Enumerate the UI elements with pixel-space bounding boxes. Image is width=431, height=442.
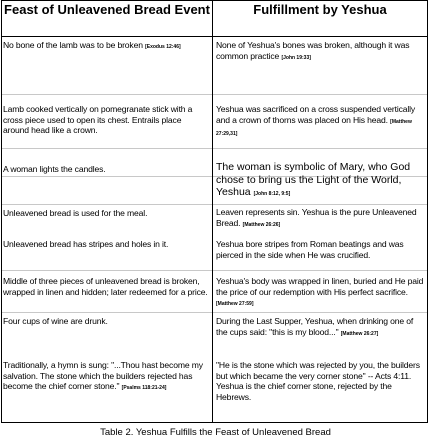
table-cell-event <box>3 360 209 394</box>
scripture-reference: [Psalms 118:21-24] <box>121 385 167 392</box>
event-text: Four cups of wine are drunk. <box>3 316 108 326</box>
row-separator <box>2 204 212 205</box>
fulfillment-text: Yeshua's body was wrapped in linen, buried and He paid the price of our redemption with His perfect sacrifice. <box>216 276 424 297</box>
event-text: Middle of three pieces of unleavened bread is broken, wrapped in linen and hidden; later redeemed for a price. <box>3 276 208 297</box>
scripture-reference: [Matthew 26:27] <box>340 330 379 337</box>
fulfillment-text: "He is the stone which was rejected by you, the builders but which became the very corner stone" -- Acts 4:11. Yeshua is the chief corner stone, rejected by the Hebrews. <box>216 360 420 402</box>
fulfillment-text: None of Yeshua's bones was broken, although it was common practice <box>216 40 410 61</box>
table-cell-event <box>3 208 209 221</box>
event-text: A woman lights the candles. <box>3 164 106 174</box>
scripture-reference: [John 19:33] <box>281 54 311 61</box>
event-text: Unleavened bread is used for the meal. <box>3 208 148 218</box>
table-cell-event <box>3 40 209 53</box>
table-cell-fulfillment <box>216 161 424 201</box>
row-separator <box>2 312 212 313</box>
event-text: No bone of the lamb was to be broken <box>3 40 143 50</box>
table-cell-event <box>3 164 209 177</box>
header-rule <box>1 36 428 37</box>
fulfillment-text: Yeshua bore stripes from Roman beatings and was pierced in the side when He was crucified. <box>216 239 404 260</box>
event-text: Lamb cooked vertically on pomegranate stick with a cross piece used to open its chest. Entrails place around head like a crown. <box>3 104 193 136</box>
table-cell-event <box>3 104 209 138</box>
table-cell-event <box>3 239 209 252</box>
table-caption: Table 2. Yeshua Fulfills the Feast of Unleavened Bread <box>100 427 331 438</box>
scripture-reference: [Exodus 12:46] <box>145 44 181 50</box>
table-cell-fulfillment <box>216 207 424 230</box>
table-cell-fulfillment <box>216 360 424 404</box>
table-cell-fulfillment <box>216 316 424 339</box>
row-separator <box>2 270 212 271</box>
table-cell-fulfillment <box>216 276 424 310</box>
header-fulfillment: Fulfillment by Yeshua <box>253 2 387 17</box>
event-text: Traditionally, a hymn is sung: "...Thou hast become my salvation. The stone which the builders rejected has become the chief corner stone." <box>3 360 203 392</box>
column-divider <box>212 0 213 423</box>
row-separator <box>2 94 212 95</box>
table-cell-event <box>3 276 209 299</box>
fulfillment-text: During the Last Supper, Yeshua, when drinking one of the cups said: "this is my blood..." <box>216 316 414 337</box>
row-separator <box>213 204 427 205</box>
row-separator <box>213 148 427 149</box>
event-text: Unleavened bread has stripes and holes in it. <box>3 239 169 249</box>
table-cell-fulfillment <box>216 104 424 140</box>
scripture-reference: [Matthew 27:59] <box>216 301 254 308</box>
row-separator <box>2 148 212 149</box>
table-cell-fulfillment <box>216 239 424 262</box>
fulfillment-text: The woman is symbolic of Mary, who God chose to bring us the Light of the World, Yeshua <box>216 161 411 199</box>
row-separator <box>213 270 427 271</box>
scripture-reference: [Matthew 26:26] <box>242 221 281 228</box>
fulfillment-text: Yeshua was sacrificed on a cross suspended vertically and a crown of thorns was placed on His head. <box>216 104 416 125</box>
fulfillment-text: Leaven represents sin. Yeshua is the pure Unleavened Bread. <box>216 207 417 228</box>
header-event: Feast of Unleavened Bread Event <box>4 2 210 17</box>
row-separator <box>213 312 427 313</box>
scripture-reference: [Matthew 27:29,31] <box>216 118 412 138</box>
scripture-reference: [John 8:12, 9:5] <box>253 191 291 198</box>
row-separator <box>213 94 427 95</box>
table-cell-event <box>3 316 209 329</box>
table-cell-fulfillment <box>216 40 424 63</box>
